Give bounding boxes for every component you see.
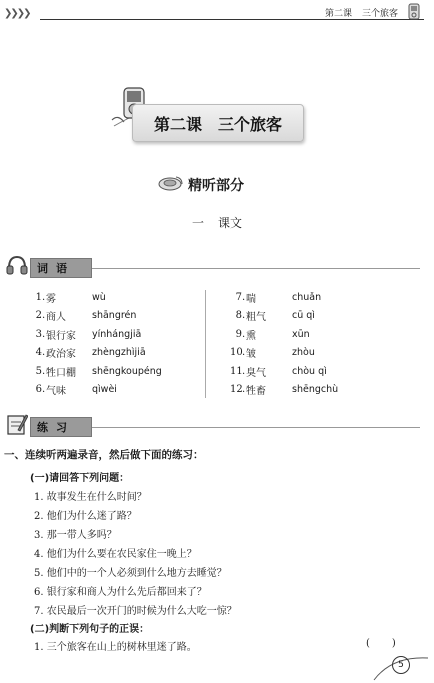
question-item: 1. 故事发生在什么时间？	[34, 492, 147, 503]
vocab-number: 3	[35, 328, 42, 340]
vocab-pinyin: zhòu	[292, 347, 315, 358]
vocab-dot: .	[242, 328, 246, 340]
part-heading	[0, 214, 434, 231]
vocab-dot: .	[42, 347, 46, 358]
vocab-pinyin: wù	[92, 291, 106, 303]
pencil-notepad-icon	[6, 412, 28, 436]
vocab-pinyin: yínhángjiā	[92, 328, 142, 340]
vocab-dot: .	[42, 328, 46, 340]
vocab-number: 8	[235, 310, 242, 321]
answer-blank[interactable]	[366, 638, 396, 649]
vocab-tag-label: 词语	[37, 262, 75, 275]
vocab-number: 7	[235, 291, 242, 303]
vocab-pinyin: zhèngzhìjiā	[92, 347, 146, 358]
paren-close: )	[391, 638, 396, 649]
vocab-item	[30, 325, 141, 343]
headphones-icon	[6, 254, 28, 276]
vocab-pinyin: cū qì	[292, 310, 315, 321]
vocab-item	[230, 288, 321, 306]
vocab-word: 臭气	[246, 367, 266, 379]
vocab-tag-rule	[92, 268, 420, 269]
vocab-pinyin: shēngchù	[292, 384, 339, 395]
question-item: 7. 农民最后一次开门的时候为什么大吃一惊？	[34, 606, 237, 617]
vocab-word: 熏	[246, 330, 256, 342]
practice-tag	[30, 417, 92, 437]
vocab-word: 喘	[246, 293, 256, 305]
vocab-pinyin: chòu qì	[292, 365, 327, 377]
vocab-dot: .	[242, 384, 246, 395]
vocab-number: 9	[235, 328, 242, 340]
vocab-dot: .	[42, 310, 46, 321]
vocab-divider	[205, 290, 206, 398]
judge-item: 1. 三个旅客在山上的树林里迷了路。	[34, 642, 197, 653]
part-label: 课文	[218, 216, 243, 230]
paren-open: (	[366, 638, 370, 649]
vocab-dot: .	[42, 365, 46, 377]
sub-section-questions: (一)请回答下列问题：	[30, 473, 130, 484]
lesson-title-box	[132, 104, 304, 142]
header-rule	[40, 19, 424, 20]
lesson-title: 第二课 三个旅客	[153, 114, 282, 134]
cd-player-icon	[158, 174, 184, 192]
sub-section-judge: (二)判断下列句子的正误：	[30, 624, 150, 635]
header-chevrons: ❯❯❯❯	[4, 8, 30, 19]
vocab-number: 5	[35, 365, 42, 377]
vocab-item	[30, 362, 162, 380]
section-title: 精听部分	[188, 178, 244, 194]
vocab-number: 4	[35, 347, 42, 358]
vocab-word: 牲口棚	[46, 367, 76, 379]
exercise-title: 一、连续听两遍录音，然后做下面的练习：	[4, 449, 204, 461]
practice-tag-rule	[92, 427, 420, 428]
vocab-number: 1	[35, 291, 42, 303]
vocab-pinyin: shēngkoupéng	[92, 365, 162, 377]
vocab-item	[230, 381, 338, 399]
vocab-word: 粗气	[246, 312, 266, 323]
question-item: 6. 银行家和商人为什么先后都回来了？	[34, 587, 207, 598]
header-lesson: 第二课	[324, 9, 352, 19]
vocab-item	[30, 307, 136, 325]
vocab-item	[230, 362, 327, 380]
question-item: 4. 他们为什么要在农民家住一晚上？	[34, 549, 197, 560]
vocab-pinyin: xūn	[292, 328, 310, 340]
vocab-word: 政治家	[46, 349, 76, 360]
vocab-number: 11	[230, 365, 243, 377]
mp3-player-icon	[406, 3, 422, 21]
header-title: 三个旅客	[361, 9, 398, 19]
vocab-dot: .	[242, 310, 246, 321]
vocab-dot: .	[242, 365, 246, 377]
vocab-pinyin: qìwèi	[92, 384, 117, 395]
vocab-item	[30, 381, 117, 399]
vocab-item	[30, 288, 106, 306]
vocab-word: 商人	[46, 312, 66, 323]
vocab-number: 12	[230, 384, 243, 395]
vocab-pinyin: shāngrén	[92, 310, 137, 321]
vocab-number: 2	[35, 310, 42, 321]
vocab-dot: .	[242, 347, 246, 358]
vocab-dot: .	[42, 291, 46, 303]
vocab-item	[230, 307, 315, 325]
vocab-word: 牲畜	[246, 386, 266, 397]
vocab-item	[30, 344, 146, 362]
vocab-item	[230, 344, 315, 362]
vocab-number: 10	[230, 347, 243, 358]
practice-tag-label: 练习	[37, 421, 75, 434]
page-number: 5	[392, 656, 410, 674]
vocab-pinyin: chuǎn	[292, 291, 322, 303]
vocab-dot: .	[42, 384, 46, 395]
vocab-word: 皱	[246, 349, 256, 360]
question-item: 5. 他们中的一个人必须到什么地方去睡觉？	[34, 568, 227, 579]
vocab-word: 气味	[46, 386, 66, 397]
running-header	[325, 6, 398, 19]
vocab-item	[230, 325, 310, 343]
vocab-tag	[30, 258, 92, 278]
vocab-dot: .	[242, 291, 246, 303]
vocab-word: 银行家	[46, 330, 76, 342]
question-item: 2. 他们为什么迷了路？	[34, 511, 137, 522]
question-item: 3. 那一带人多吗？	[34, 530, 117, 541]
vocab-word: 雾	[46, 293, 56, 305]
part-number: 一	[191, 216, 204, 230]
vocab-number: 6	[35, 384, 42, 395]
